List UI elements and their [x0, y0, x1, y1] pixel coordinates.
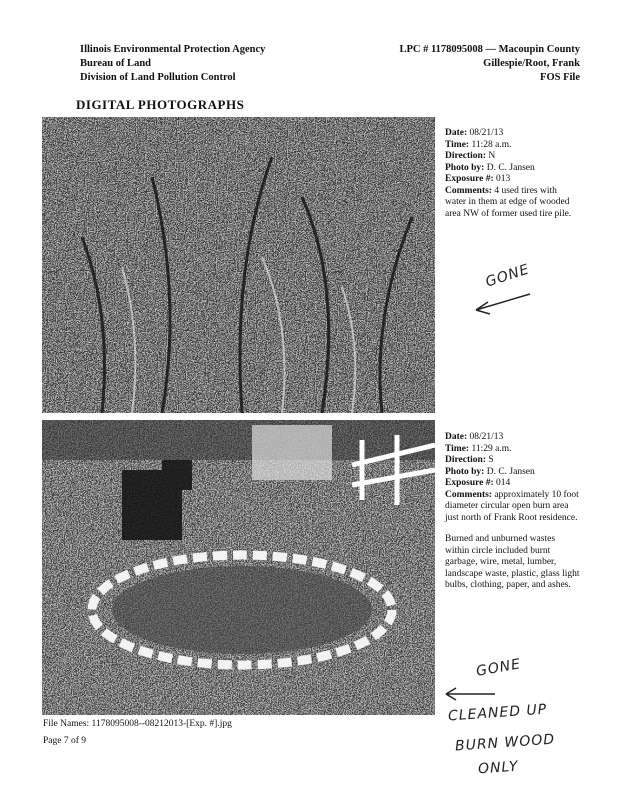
time-value: 11:29 a.m. — [471, 443, 512, 454]
photo-2-details — [445, 432, 580, 592]
direction-row: Direction: N — [445, 151, 496, 161]
extra-comments: Burned and unburned wastes within circle included burnt garbage, wire, metal, lumber, landscape waste, plastic, glass light bulbs, clothing, paper, and ashes. — [445, 534, 580, 590]
photo-by-value: D. C. Jansen — [486, 466, 535, 477]
photo-by-row: Photo by: D. C. Jansen — [445, 162, 535, 173]
comments-row: Comments: approximately 10 foot diameter circular open burn area just north of Frank Root residence. — [445, 489, 579, 523]
exposure-value: 014 — [496, 478, 511, 488]
date-value: 08/21/13 — [469, 128, 504, 138]
page-number: Page 7 of 9 — [43, 736, 87, 746]
handwritten-note-gone-1: GONE — [483, 261, 532, 291]
file-names: File Names: 1178095008--08212013-[Exp. #].jpg — [43, 719, 232, 729]
photo-burn-area — [42, 420, 435, 715]
comments-value: approximately 10 foot diameter circular open burn area just north of Frank Root residence. — [445, 489, 579, 523]
direction-value: N — [488, 151, 496, 161]
handwritten-note-cleaned-up: CLEANED UP — [447, 701, 548, 725]
section-title: DIGITAL PHOTOGRAPHS — [76, 97, 245, 112]
photo-1-details — [445, 128, 580, 220]
time-row: Time: 11:28 a.m. — [445, 139, 512, 150]
site-name: Gillespie/Root, Frank — [483, 58, 580, 69]
site-header — [399, 43, 580, 85]
exposure-row: Exposure #: 013 — [445, 174, 511, 184]
handwritten-note-burn-wood: BURN WOOD — [454, 731, 556, 755]
file-type: FOS File — [540, 72, 580, 83]
lpc-number: LPC # 1178095008 — Macoupin County — [399, 44, 580, 55]
handwritten-arrow-1 — [468, 290, 538, 320]
photo-tires-in-woods — [42, 117, 435, 413]
handwritten-note-gone-2: GONE — [474, 656, 523, 680]
comments-value: 4 used tires with water in them at edge of wooded area NW of former used tire pile. — [445, 185, 572, 219]
handwritten-note-only: ONLY — [477, 758, 520, 778]
direction-row: Direction: S — [445, 455, 494, 465]
date-row: Date: 08/21/13 — [445, 128, 504, 138]
time-row: Time: 11:29 a.m. — [445, 443, 512, 454]
division-name: Division of Land Pollution Control — [80, 72, 236, 83]
bureau-name: Bureau of Land — [80, 58, 151, 69]
date-value: 08/21/13 — [469, 432, 504, 442]
photo-by-value: D. C. Jansen — [486, 162, 535, 173]
handwritten-arrow-2 — [440, 684, 500, 704]
agency-name: Illinois Environmental Protection Agency — [80, 44, 266, 55]
date-row: Date: 08/21/13 — [445, 432, 504, 442]
photo-by-row: Photo by: D. C. Jansen — [445, 466, 535, 477]
time-value: 11:28 a.m. — [471, 139, 512, 150]
agency-header — [80, 43, 265, 85]
comments-row: Comments: 4 used tires with water in them at edge of wooded area NW of former used tire pile. — [445, 185, 572, 219]
exposure-row: Exposure #: 014 — [445, 478, 511, 488]
exposure-value: 013 — [496, 174, 511, 184]
direction-value: S — [488, 455, 494, 465]
